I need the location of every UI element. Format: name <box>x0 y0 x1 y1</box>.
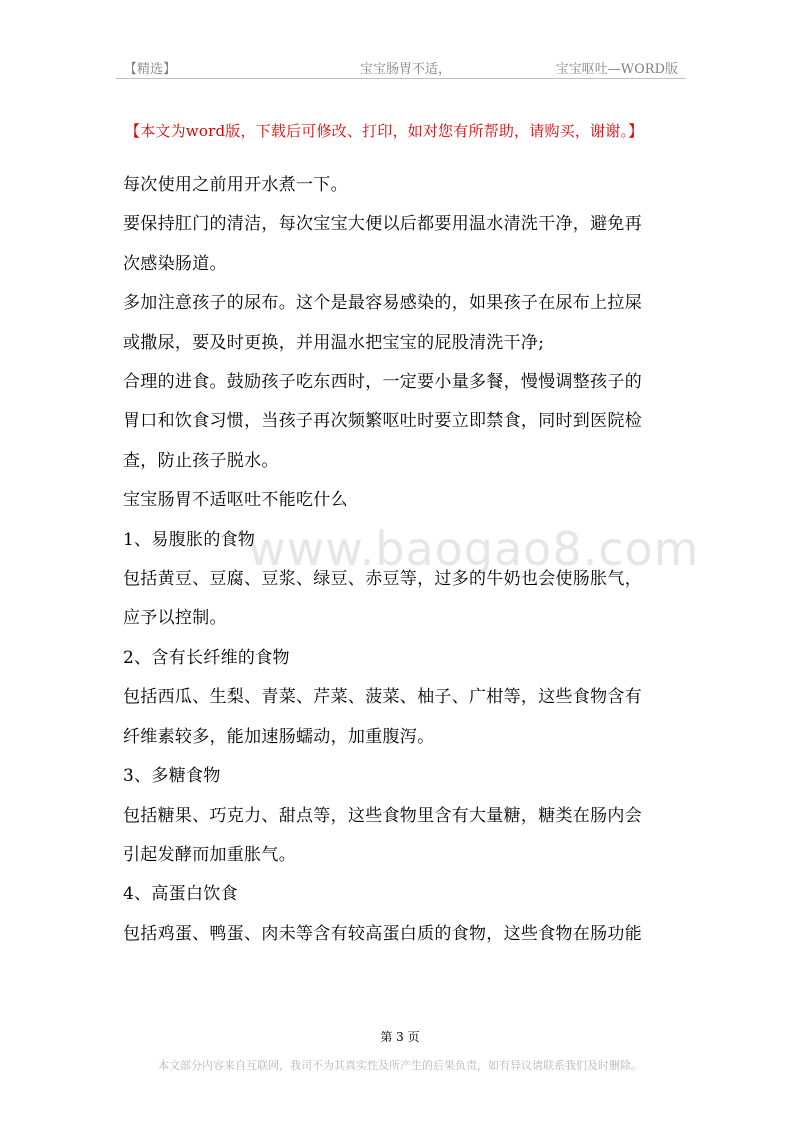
list-heading-1: 1、易腹胀的食物 <box>123 529 256 550</box>
footer-disclaimer: 本文部分内容来自互联网，我司不为其真实性及所产生的后果负责，如有异议请联系我们及时删除。 <box>158 1059 642 1072</box>
body-line: 次感染肠道。 <box>123 253 227 274</box>
body-line: 应予以控制。 <box>123 608 227 629</box>
download-notice: 【本文为word版，下载后可修改、打印，如对您有所帮助，请购买，谢谢。】 <box>125 122 644 140</box>
body-line: 包括黄豆、豆腐、豆浆、绿豆、赤豆等，过多的牛奶也会使肠胀气， <box>123 569 642 590</box>
body-line: 包括糖果、巧克力、甜点等，这些食物里含有大量糖，糖类在肠内会 <box>123 805 642 826</box>
header-right-title: 宝宝呕吐—WORD版 <box>555 62 678 77</box>
body-line: 纤维素较多，能加速肠蠕动，加重腹泻。 <box>123 726 435 747</box>
section-heading: 宝宝肠胃不适呕吐不能吃什么 <box>123 490 348 511</box>
body-line: 包括西瓜、生梨、青菜、芹菜、菠菜、柚子、广柑等，这些食物含有 <box>123 687 642 708</box>
header-left-label: 【精选】 <box>124 62 177 77</box>
body-line: 要保持肛门的清洁，每次宝宝大便以后都要用温水清洗干净，避免再 <box>123 214 642 235</box>
list-heading-3: 3、多糖食物 <box>123 766 221 787</box>
header-center-title: 宝宝肠胃不适， <box>360 62 452 77</box>
body-line: 合理的进食。鼓励孩子吃东西时，一定要小量多餐，慢慢调整孩子的 <box>123 372 642 393</box>
page-header <box>116 58 686 79</box>
body-line: 多加注意孩子的尿布。这个是最容易感染的，如果孩子在尿布上拉屎 <box>123 293 642 314</box>
list-heading-2: 2、含有长纤维的食物 <box>123 647 290 668</box>
body-line: 包括鸡蛋、鸭蛋、肉未等含有较高蛋白质的食物，这些食物在肠功能 <box>123 923 642 944</box>
body-line: 或撒尿，要及时更换，并用温水把宝宝的屁股清洗干净; <box>123 332 545 353</box>
body-line: 胃口和饮食习惯，当孩子再次频繁呕吐时要立即禁食，同时到医院检 <box>123 411 642 432</box>
page-number: 第 3 页 <box>380 1030 420 1044</box>
document-body <box>123 166 693 954</box>
list-heading-4: 4、高蛋白饮食 <box>123 884 238 905</box>
watermark: www.baogao8.com <box>248 522 700 576</box>
body-line: 引起发酵而加重胀气。 <box>123 844 296 865</box>
body-line: 每次使用之前用开水煮一下。 <box>123 175 348 195</box>
body-line: 查，防止孩子脱水。 <box>123 450 279 471</box>
